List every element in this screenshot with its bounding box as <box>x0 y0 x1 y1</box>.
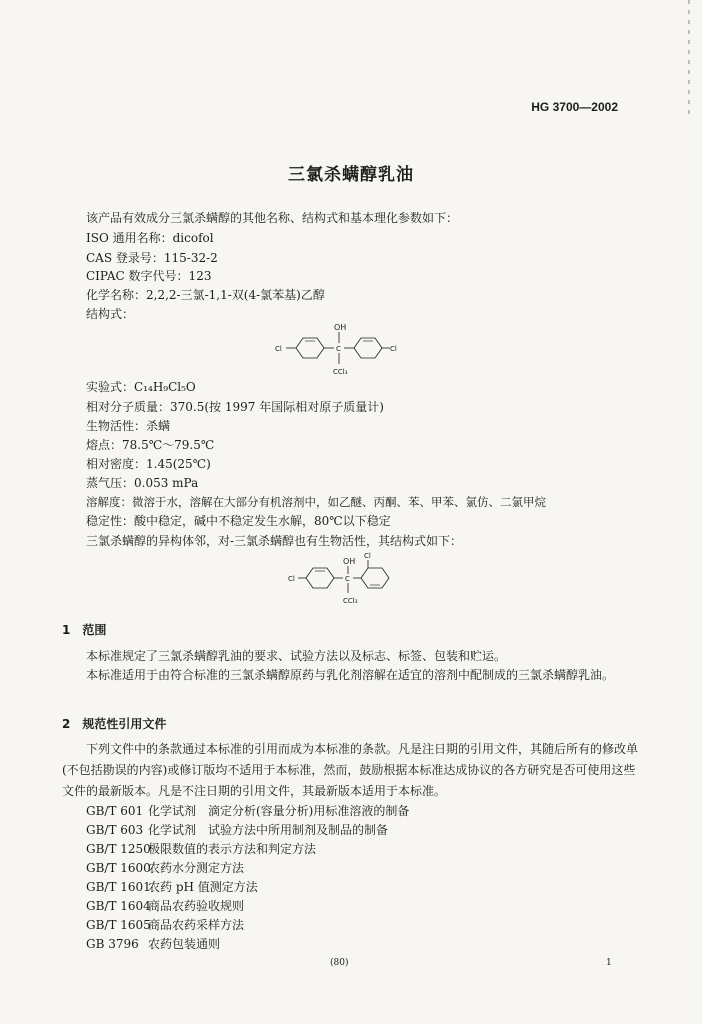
molecular-weight: 相对分子质量：370.5(按 1997 年国际相对原子质量计) <box>86 400 384 414</box>
document-title: 三氯杀螨醇乳油 <box>288 165 414 185</box>
reference-item: GB/T 1601农药 pH 值测定方法 <box>86 880 258 894</box>
page-number-center: (80) <box>330 958 349 968</box>
standard-number: HG 3700—2002 <box>531 100 618 114</box>
relative-density: 相对密度：1.45(25℃) <box>86 457 211 471</box>
reference-item: GB/T 601 化学试剂 滴定分析(容量分析)用标准溶液的制备 <box>86 804 410 818</box>
structure-formula-1 <box>272 318 412 380</box>
iso-name: ISO 通用名称：dicofol <box>86 231 214 245</box>
reference-item: GB 3796 农药包装通则 <box>86 937 221 951</box>
section-1-paragraph-1: 本标准规定了三氯杀螨醇乳油的要求、试验方法以及标志、标签、包装和贮运。 <box>86 649 507 663</box>
section-1-heading: 1 范围 <box>62 623 107 637</box>
reference-item: GB/T 1604商品农药验收规则 <box>86 899 245 913</box>
carbon-label: C <box>345 575 350 583</box>
ccl3-label: CCl₃ <box>333 368 348 376</box>
scan-edge-marks <box>682 0 696 120</box>
cas-number: CAS 登录号：115-32-2 <box>86 251 218 265</box>
oh-label: OH <box>343 557 356 566</box>
biological-activity: 生物活性：杀螨 <box>86 419 171 433</box>
reference-item: GB/T 1605商品农药采样方法 <box>86 918 245 932</box>
page-number-right: 1 <box>606 958 612 968</box>
chlorine-left: Cl <box>288 575 295 583</box>
chlorine-right: Cl <box>390 345 397 353</box>
stability: 稳定性：酸中稳定，碱中不稳定发生水解，80℃以下稳定 <box>86 514 391 528</box>
melting-point: 熔点：78.5℃～79.5℃ <box>86 438 215 452</box>
section-1-paragraph-2: 本标准适用于由符合标准的三氯杀螨醇原药与乳化剂溶解在适宜的溶剂中配制成的三氯杀螨醇乳油。 <box>86 668 615 682</box>
ccl3-label: CCl₃ <box>343 597 358 605</box>
intro-line: 该产品有效成分三氯杀螨醇的其他名称、结构式和基本理化参数如下： <box>86 211 459 225</box>
cipac-code: CIPAC 数字代号：123 <box>86 269 212 283</box>
section-2-paragraph: 下列文件中的条款通过本标准的引用而成为本标准的条款。凡是注日期的引用文件，其随后所有的修改单(不包括勘误的内容)或修订版均不适用于本标准，然而，鼓励根据本标准达成协议的各方研究是否可使用这些文件的最新版本。凡是不注日期的引用文件，其最新版本适用于本标准。 <box>62 742 639 798</box>
structure-label: 结构式： <box>86 307 135 321</box>
chemical-name: 化学名称：2,2,2-三氯-1,1-双(4-氯苯基)乙醇 <box>86 288 325 302</box>
reference-item: GB/T 603 化学试剂 试验方法中所用制剂及制品的制备 <box>86 823 389 837</box>
chlorine-top: Cl <box>364 552 371 560</box>
empirical-formula: 实验式：C₁₄H₉Cl₅O <box>86 380 196 394</box>
isomer-note: 三氯杀螨醇的异构体邻，对-三氯杀螨醇也有生物活性，其结构式如下： <box>86 534 463 548</box>
structure-formula-2 <box>285 548 395 610</box>
chlorine-left: Cl <box>275 345 282 353</box>
reference-item: GB/T 1250极限数值的表示方法和判定方法 <box>86 842 317 856</box>
carbon-label: C <box>336 345 341 353</box>
section-2-heading: 2 规范性引用文件 <box>62 717 167 731</box>
oh-label: OH <box>334 323 347 332</box>
reference-item: GB/T 1600农药水分测定方法 <box>86 861 245 875</box>
vapor-pressure: 蒸气压：0.053 mPa <box>86 476 199 490</box>
solubility: 溶解度：微溶于水，溶解在大部分有机溶剂中，如乙醚、丙酮、苯、甲苯、氯仿、二氯甲烷 <box>86 495 546 509</box>
